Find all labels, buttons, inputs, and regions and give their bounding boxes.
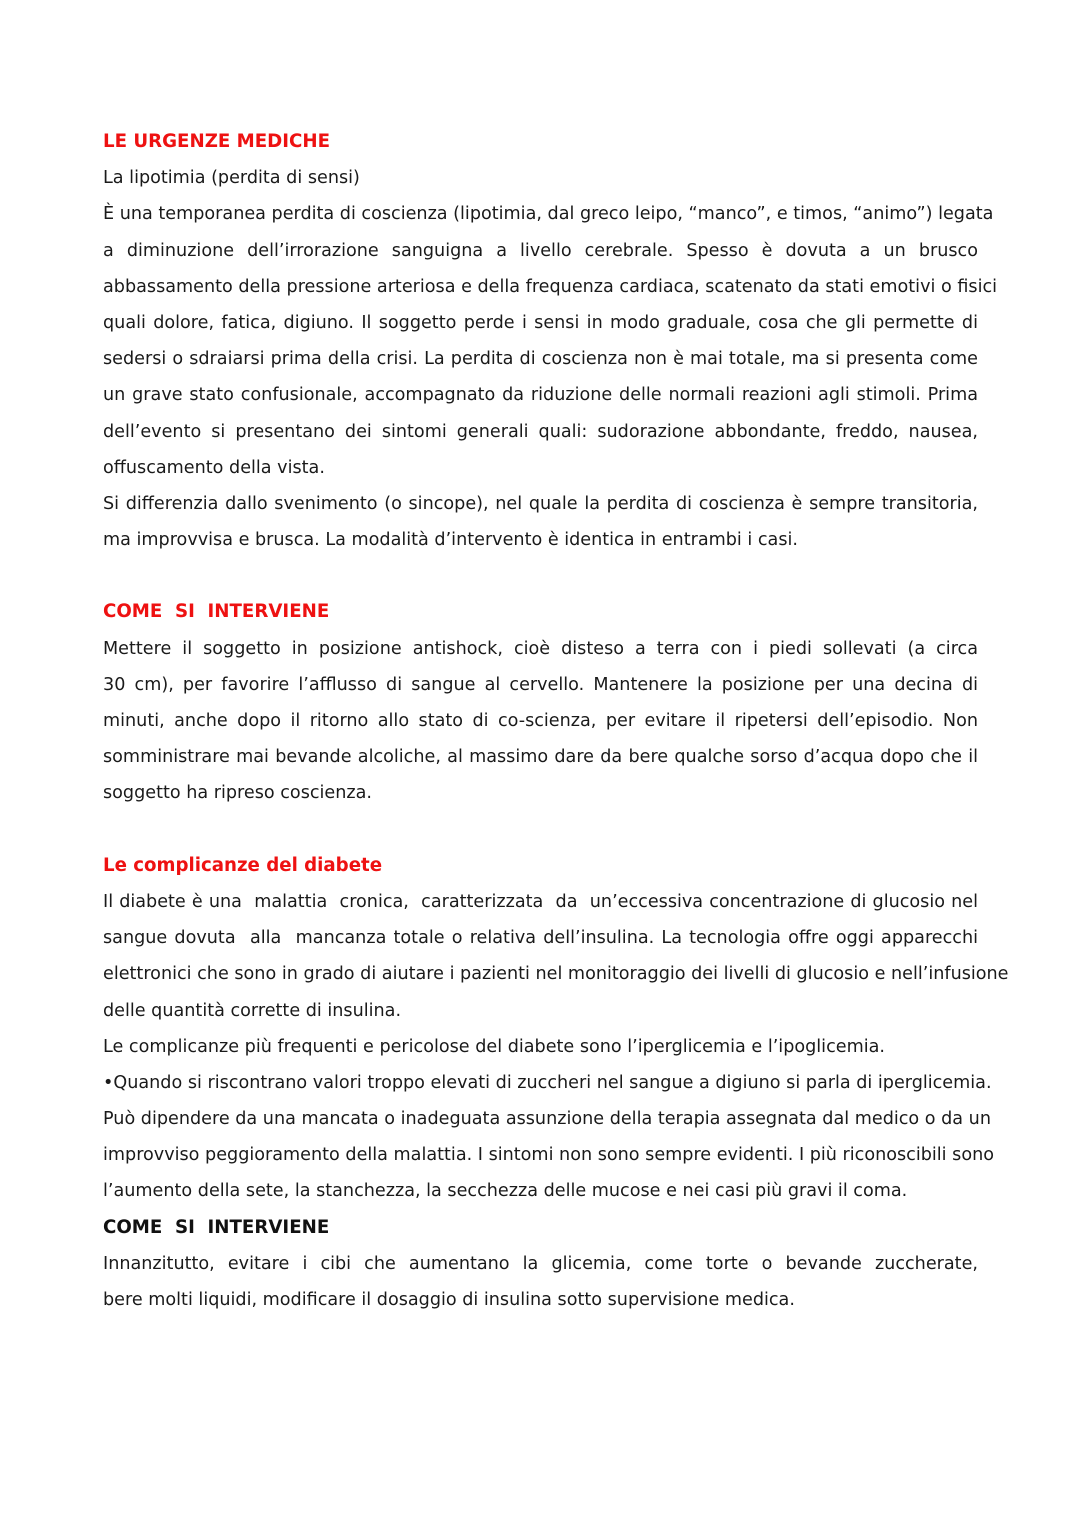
text-line: ma improvvisa e brusca. La modalità d’intervento è identica in entrambi i casi. xyxy=(103,530,798,551)
text-line: Le complicanze più frequenti e pericolose del diabete sono l’iperglicemia e l’ipoglicemia. xyxy=(103,1036,885,1057)
text-line: minuti, anche dopo il ritorno allo stato di co-scienza, per evitare il ripetersi dell’episodio. Non xyxy=(103,711,978,732)
paragraph-complicanze-frequenti xyxy=(103,1029,978,1065)
paragraph-sincope xyxy=(103,486,978,558)
paragraph-intervento-iperglicemia xyxy=(103,1246,978,1318)
text-line: Si differenzia dallo svenimento (o sincope), nel quale la perdita di coscienza è sempre transitoria, xyxy=(103,493,978,514)
text-line: È una temporanea perdita di coscienza (lipotimia, dal greco leipo, “manco”, e timos, “animo”) legata xyxy=(103,204,994,225)
text-line: somministrare mai bevande alcoliche, al massimo dare da bere qualche sorso d’acqua dopo che il xyxy=(103,747,978,768)
text-line: sangue dovuta alla mancanza totale o relativa dell’insulina. La tecnologia offre oggi apparecchi xyxy=(103,928,978,949)
text-line: delle quantità corrette di insulina. xyxy=(103,1000,402,1021)
text-line: Il diabete è una malattia cronica, caratterizzata da un’eccessiva concentrazione di glucosio nel xyxy=(103,891,978,912)
text-line: Può dipendere da una mancata o inadeguata assunzione della terapia assegnata dal medico o da un xyxy=(103,1109,991,1130)
text-line: improvviso peggioramento della malattia. I sintomi non sono sempre evidenti. I più riconoscibili sono xyxy=(103,1145,995,1166)
text-line: offuscamento della vista. xyxy=(103,457,325,478)
subheading-come-si-interviene: COME SI INTERVIENE xyxy=(103,1216,330,1238)
text-line: abbassamento della pressione arteriosa e della frequenza cardiaca, scatenato da stati emotivi o fisici xyxy=(103,276,998,297)
text-line: dell’evento si presentano dei sintomi generali quali: sudorazione abbondante, freddo, nausea, xyxy=(103,421,978,442)
text-line: soggetto ha ripreso coscienza. xyxy=(103,783,373,804)
section-title-urgenze-mediche: LE URGENZE MEDICHE xyxy=(103,131,331,152)
text-line: sedersi o sdraiarsi prima della crisi. La perdita di coscienza non è mai totale, ma si presenta come xyxy=(103,349,978,370)
text-line: Mettere il soggetto in posizione antishock, cioè disteso a terra con i piedi sollevati (a circa xyxy=(103,638,978,659)
text-line: Innanzitutto, evitare i cibi che aumentano la glicemia, come torte o bevande zuccherate, xyxy=(103,1253,978,1274)
text-line: quali dolore, fatica, digiuno. Il soggetto perde i sensi in modo graduale, cosa che gli permette di xyxy=(103,312,978,333)
section-subtitle-lipotimia: La lipotimia (perdita di sensi) xyxy=(103,168,360,189)
text-line: l’aumento della sete, la stanchezza, la secchezza delle mucose e nei casi più gravi il coma. xyxy=(103,1181,908,1202)
text-line: a diminuzione dell’irrorazione sanguigna a livello cerebrale. Spesso è dovuta a un brusco xyxy=(103,240,978,261)
text-line: un grave stato confusionale, accompagnato da riduzione delle normali reazioni agli stimoli. Prima xyxy=(103,385,978,406)
text-line: •Quando si riscontrano valori troppo elevati di zuccheri nel sangue a digiuno si parla di iperglicemia. xyxy=(103,1072,992,1093)
section-title-come-si-interviene: COME SI INTERVIENE xyxy=(103,601,330,623)
text-line: bere molti liquidi, modificare il dosaggio di insulina sotto supervisione medica. xyxy=(103,1290,795,1311)
paragraph-diabete-definition xyxy=(103,884,1009,1029)
text-line: elettronici che sono in grado di aiutare i pazienti nel monitoraggio dei livelli di glucosio e nell’infusione xyxy=(103,964,1009,985)
spacer xyxy=(103,812,978,848)
section-title-complicanze-diabete: Le complicanze del diabete xyxy=(103,854,383,876)
document-page xyxy=(103,124,1009,1318)
text-line: 30 cm), per favorire l’afflusso di sangue al cervello. Mantenere la posizione per una decina di xyxy=(103,674,978,695)
paragraph-lipotimia-definition xyxy=(103,196,998,486)
spacer xyxy=(103,558,978,594)
paragraph-iperglicemia xyxy=(103,1065,995,1210)
paragraph-intervento-lipotimia xyxy=(103,631,978,812)
